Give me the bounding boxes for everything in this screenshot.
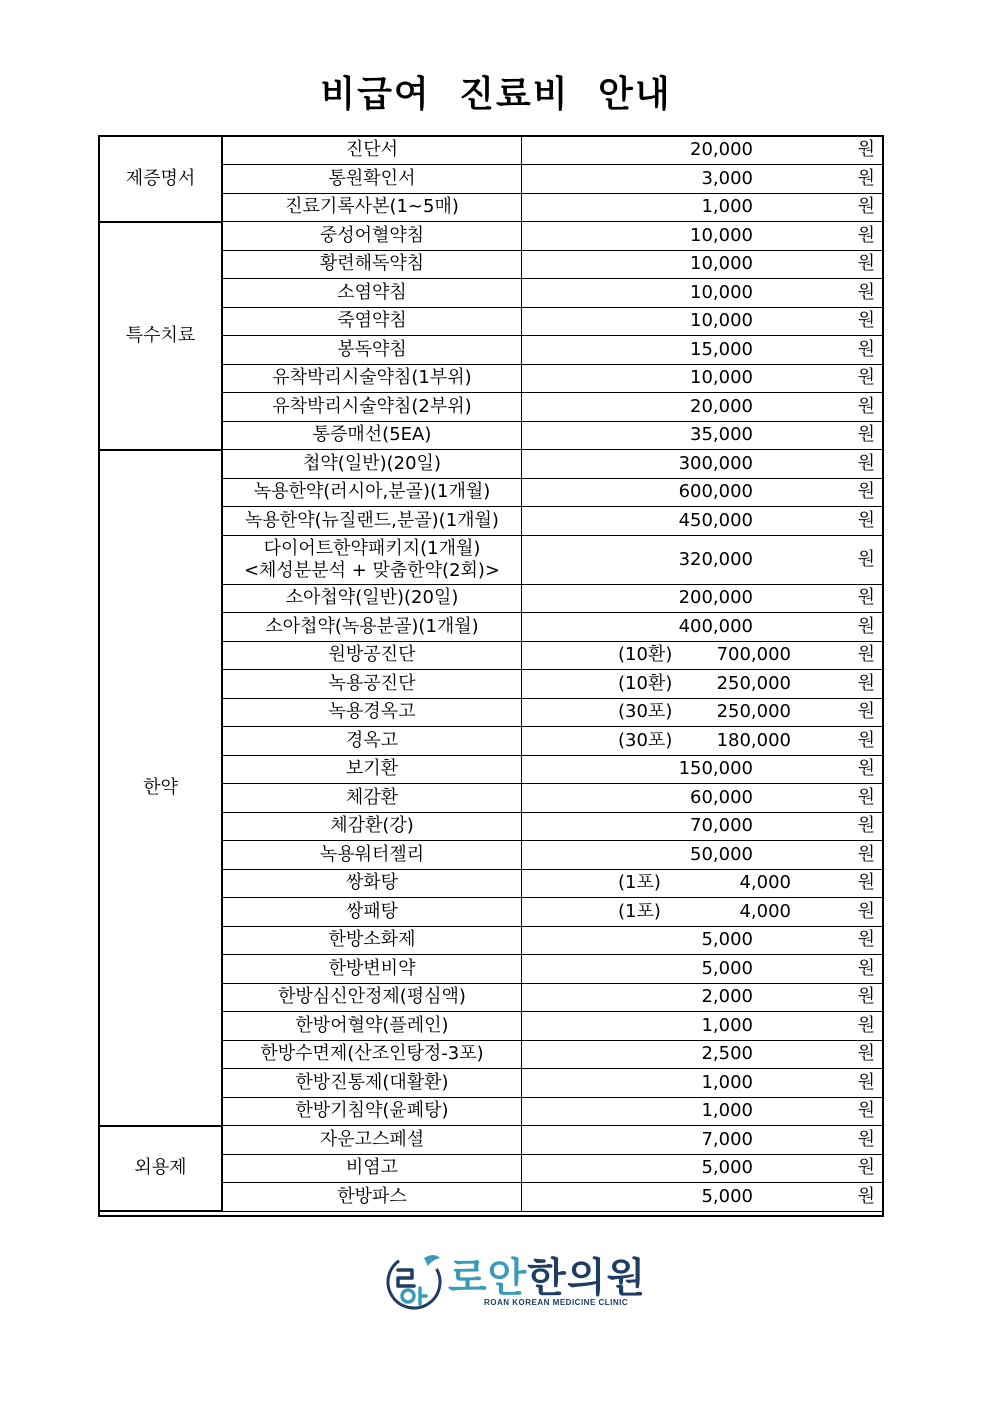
price-cell xyxy=(522,421,884,450)
quantity-label: (1포) xyxy=(618,872,661,894)
price-amount: 450,000 xyxy=(678,509,753,531)
item-cell: 쌍패탕 xyxy=(222,898,522,927)
item-cell: 원방공진단 xyxy=(222,641,522,670)
currency-unit: 원 xyxy=(857,1185,875,1207)
item-cell: 한방어혈약(플레인) xyxy=(222,1012,522,1041)
table-row xyxy=(99,136,884,165)
item-cell: 중성어혈약침 xyxy=(222,222,522,251)
currency-unit: 원 xyxy=(857,139,875,161)
price-amount: 3,000 xyxy=(701,167,753,189)
price-cell xyxy=(522,670,884,699)
price-cell xyxy=(522,727,884,756)
item-cell: 통증매선(5EA) xyxy=(222,421,522,450)
price-amount: 4,000 xyxy=(739,900,791,922)
price-amount: 20,000 xyxy=(690,139,753,161)
item-name-detail: <체성분분석 + 맞춤한약(2회)> xyxy=(243,559,501,581)
price-amount: 50,000 xyxy=(690,843,753,865)
price-amount: 10,000 xyxy=(690,281,753,303)
item-cell: 유착박리시술약침(1부위) xyxy=(222,364,522,393)
currency-unit: 원 xyxy=(857,1157,875,1179)
price-cell xyxy=(522,1012,884,1041)
clinic-name xyxy=(448,1246,646,1303)
item-cell: 자운고스페셜 xyxy=(222,1126,522,1155)
price-amount: 400,000 xyxy=(678,615,753,637)
currency-unit: 원 xyxy=(857,509,875,531)
currency-unit: 원 xyxy=(857,1100,875,1122)
item-cell xyxy=(222,535,522,584)
currency-unit: 원 xyxy=(857,1071,875,1093)
item-cell: 보기환 xyxy=(222,755,522,784)
clinic-name-part2: 한의원 xyxy=(527,1255,647,1301)
item-cell: 소염약침 xyxy=(222,279,522,308)
price-cell xyxy=(522,478,884,507)
currency-unit: 원 xyxy=(857,615,875,637)
quantity-label: (30포) xyxy=(618,701,673,723)
item-cell: 한방진통제(대활환) xyxy=(222,1069,522,1098)
item-name: 다이어트한약패키지(1개월) xyxy=(263,537,481,559)
fee-table-body xyxy=(99,136,884,1211)
currency-unit: 원 xyxy=(857,1128,875,1150)
price-amount: 5,000 xyxy=(701,1157,753,1179)
price-cell xyxy=(522,1069,884,1098)
price-amount: 180,000 xyxy=(716,729,791,751)
item-cell: 녹용경옥고 xyxy=(222,698,522,727)
currency-unit: 원 xyxy=(857,1043,875,1065)
item-cell: 녹용한약(러시아,분골)(1개월) xyxy=(222,478,522,507)
item-cell: 녹용공진단 xyxy=(222,670,522,699)
price-cell xyxy=(522,1126,884,1155)
item-cell: 녹용워터젤리 xyxy=(222,841,522,870)
item-cell: 한방심신안정제(평심액) xyxy=(222,983,522,1012)
currency-unit: 원 xyxy=(857,367,875,389)
price-amount: 4,000 xyxy=(739,872,791,894)
currency-unit: 원 xyxy=(857,196,875,218)
price-amount: 250,000 xyxy=(716,672,791,694)
currency-unit: 원 xyxy=(857,452,875,474)
item-cell: 진료기록사본(1~5매) xyxy=(222,193,522,222)
price-cell xyxy=(522,507,884,536)
price-amount: 300,000 xyxy=(678,452,753,474)
table-row xyxy=(99,450,884,479)
currency-unit: 원 xyxy=(857,701,875,723)
price-cell xyxy=(522,165,884,194)
price-cell xyxy=(522,955,884,984)
item-cell: 한방수면제(산조인탕정-3포) xyxy=(222,1040,522,1069)
item-cell: 소아첩약(일반)(20일) xyxy=(222,584,522,613)
item-cell: 쌍화탕 xyxy=(222,869,522,898)
category-cell: 제증명서 xyxy=(99,136,222,222)
price-amount: 1,000 xyxy=(701,1014,753,1036)
clinic-logo xyxy=(384,1246,646,1316)
price-amount: 5,000 xyxy=(701,929,753,951)
quantity-label: (10환) xyxy=(618,672,673,694)
price-amount: 200,000 xyxy=(678,587,753,609)
price-amount: 1,000 xyxy=(701,1071,753,1093)
category-cell: 한약 xyxy=(99,450,222,1126)
price-cell xyxy=(522,1097,884,1126)
currency-unit: 원 xyxy=(857,872,875,894)
price-amount: 250,000 xyxy=(716,701,791,723)
price-cell xyxy=(522,193,884,222)
price-amount: 20,000 xyxy=(690,395,753,417)
price-cell xyxy=(522,784,884,813)
item-cell: 소아첩약(녹용분골)(1개월) xyxy=(222,613,522,642)
currency-unit: 원 xyxy=(857,815,875,837)
price-amount: 1,000 xyxy=(701,1100,753,1122)
price-cell xyxy=(522,1154,884,1183)
price-amount: 5,000 xyxy=(701,1185,753,1207)
quantity-label: (1포) xyxy=(618,900,661,922)
fee-table xyxy=(98,135,884,1212)
item-cell: 통원확인서 xyxy=(222,165,522,194)
category-cell: 특수치료 xyxy=(99,222,222,450)
item-cell: 체감환 xyxy=(222,784,522,813)
item-cell: 경옥고 xyxy=(222,727,522,756)
price-cell xyxy=(522,307,884,336)
currency-unit: 원 xyxy=(857,548,875,570)
currency-unit: 원 xyxy=(857,338,875,360)
table-row xyxy=(99,1126,884,1155)
currency-unit: 원 xyxy=(857,1014,875,1036)
price-amount: 60,000 xyxy=(690,786,753,808)
currency-unit: 원 xyxy=(857,672,875,694)
price-cell xyxy=(522,641,884,670)
quantity-label: (10환) xyxy=(618,644,673,666)
price-amount: 700,000 xyxy=(716,644,791,666)
item-cell: 황련해독약침 xyxy=(222,250,522,279)
price-cell xyxy=(522,1183,884,1212)
price-amount: 15,000 xyxy=(690,338,753,360)
price-amount: 10,000 xyxy=(690,224,753,246)
item-cell: 녹용한약(뉴질랜드,분골)(1개월) xyxy=(222,507,522,536)
price-cell xyxy=(522,450,884,479)
item-cell: 진단서 xyxy=(222,136,522,165)
item-cell: 비염고 xyxy=(222,1154,522,1183)
currency-unit: 원 xyxy=(857,424,875,446)
price-cell xyxy=(522,250,884,279)
price-cell xyxy=(522,393,884,422)
price-amount: 7,000 xyxy=(701,1128,753,1150)
table-row xyxy=(99,222,884,251)
price-cell xyxy=(522,136,884,165)
item-cell: 죽염약침 xyxy=(222,307,522,336)
price-cell xyxy=(522,698,884,727)
clinic-logo-icon xyxy=(384,1248,446,1314)
price-cell xyxy=(522,869,884,898)
item-cell: 첩약(일반)(20일) xyxy=(222,450,522,479)
price-amount: 35,000 xyxy=(690,424,753,446)
price-cell xyxy=(522,755,884,784)
price-amount: 5,000 xyxy=(701,957,753,979)
currency-unit: 원 xyxy=(857,758,875,780)
currency-unit: 원 xyxy=(857,843,875,865)
price-amount: 1,000 xyxy=(701,196,753,218)
price-amount: 2,000 xyxy=(701,986,753,1008)
price-cell xyxy=(522,613,884,642)
price-amount: 10,000 xyxy=(690,310,753,332)
price-amount: 2,500 xyxy=(701,1043,753,1065)
item-cell: 봉독약침 xyxy=(222,336,522,365)
price-cell xyxy=(522,898,884,927)
currency-unit: 원 xyxy=(857,986,875,1008)
currency-unit: 원 xyxy=(857,957,875,979)
currency-unit: 원 xyxy=(857,281,875,303)
currency-unit: 원 xyxy=(857,224,875,246)
item-cell: 한방기침약(윤폐탕) xyxy=(222,1097,522,1126)
price-cell xyxy=(522,279,884,308)
price-cell xyxy=(522,841,884,870)
currency-unit: 원 xyxy=(857,167,875,189)
currency-unit: 원 xyxy=(857,644,875,666)
clinic-english-name: ROAN KOREAN MEDICINE CLINIC xyxy=(484,1298,629,1307)
item-cell: 한방변비약 xyxy=(222,955,522,984)
price-cell xyxy=(522,812,884,841)
price-amount: 70,000 xyxy=(690,815,753,837)
price-cell xyxy=(522,1040,884,1069)
item-cell: 한방파스 xyxy=(222,1183,522,1212)
price-cell xyxy=(522,364,884,393)
currency-unit: 원 xyxy=(857,900,875,922)
currency-unit: 원 xyxy=(857,729,875,751)
currency-unit: 원 xyxy=(857,929,875,951)
item-cell: 유착박리시술약침(2부위) xyxy=(222,393,522,422)
clinic-name-part1: 로안 xyxy=(448,1255,528,1301)
item-cell: 체감환(강) xyxy=(222,812,522,841)
currency-unit: 원 xyxy=(857,481,875,503)
quantity-label: (30포) xyxy=(618,729,673,751)
category-cell: 외용제 xyxy=(99,1126,222,1212)
price-amount: 320,000 xyxy=(678,548,753,570)
price-cell xyxy=(522,535,884,584)
currency-unit: 원 xyxy=(857,587,875,609)
price-amount: 150,000 xyxy=(678,758,753,780)
currency-unit: 원 xyxy=(857,786,875,808)
price-cell xyxy=(522,222,884,251)
price-cell xyxy=(522,926,884,955)
price-cell xyxy=(522,336,884,365)
page-title: 비급여 진료비 안내 xyxy=(320,74,672,115)
currency-unit: 원 xyxy=(857,395,875,417)
price-cell xyxy=(522,983,884,1012)
price-amount: 600,000 xyxy=(678,481,753,503)
currency-unit: 원 xyxy=(857,310,875,332)
item-cell: 한방소화제 xyxy=(222,926,522,955)
price-cell xyxy=(522,584,884,613)
price-amount: 10,000 xyxy=(690,253,753,275)
currency-unit: 원 xyxy=(857,253,875,275)
price-amount: 10,000 xyxy=(690,367,753,389)
